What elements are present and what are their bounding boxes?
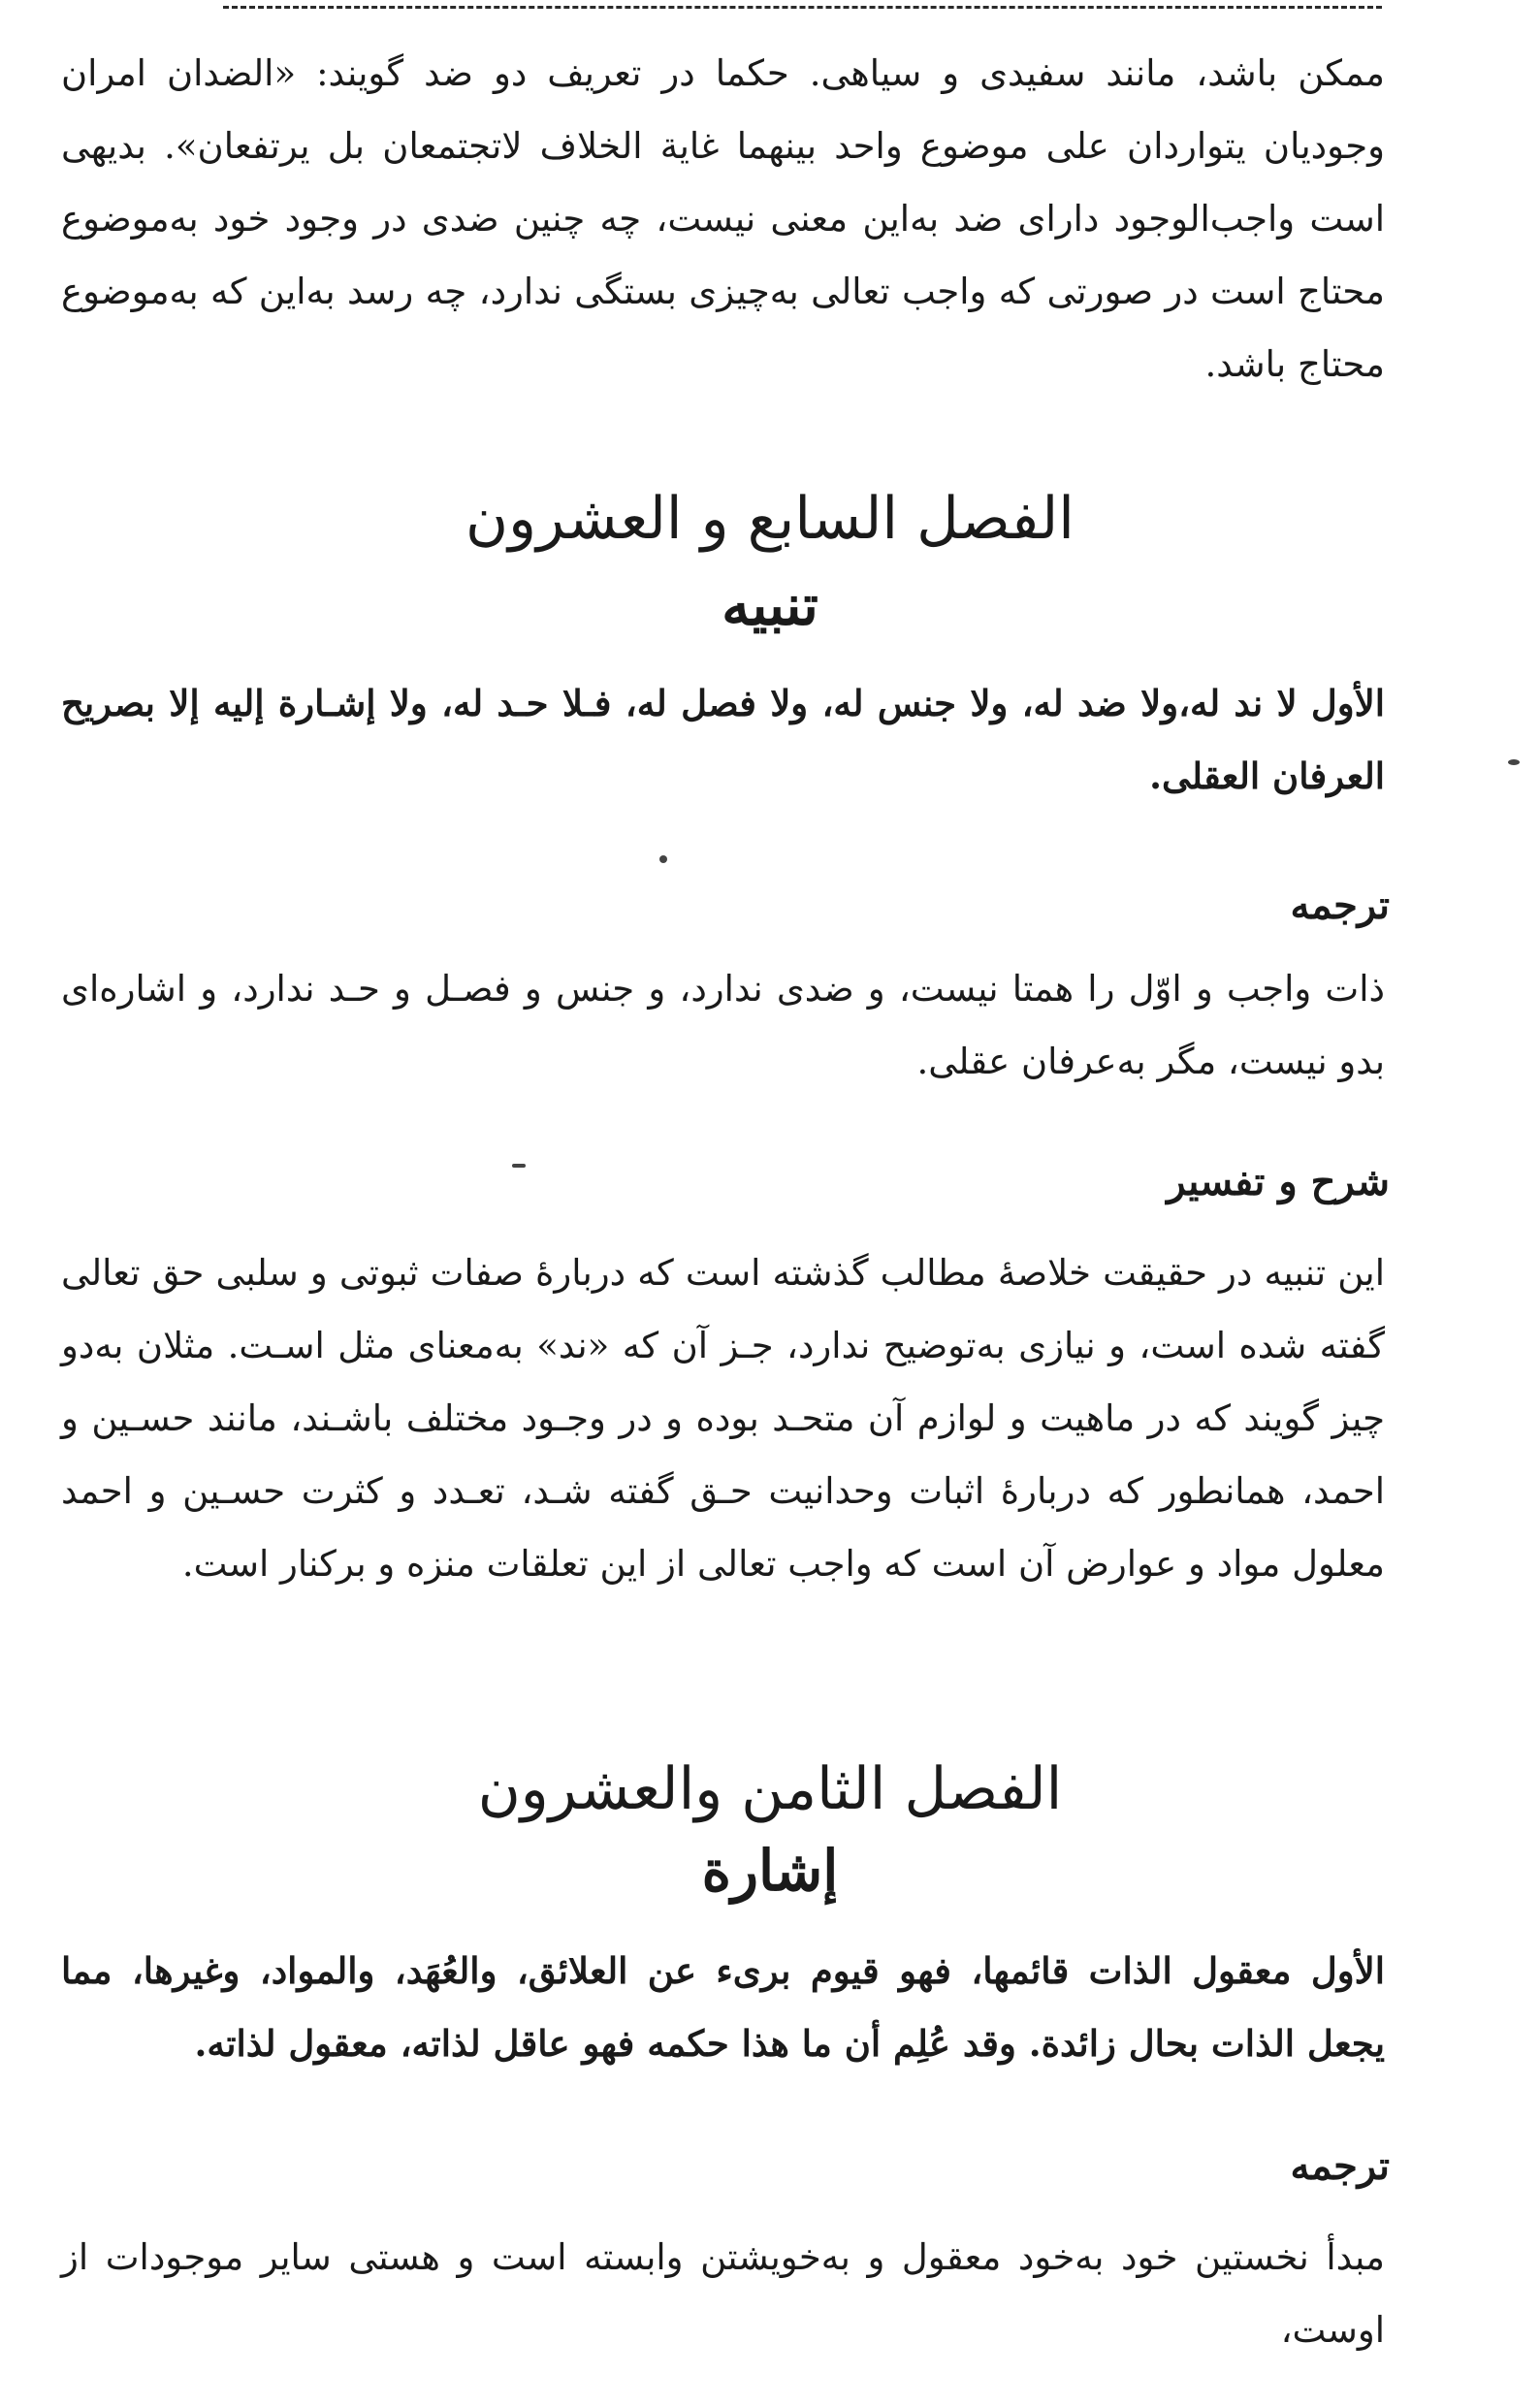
section2-translation-heading: ترجمه [1290, 2143, 1390, 2189]
top-paragraph: ممکن باشد، مانند سفیدی و سیاهی. حکما در تعریف دو ضد گویند: «الضدان امران وجودیان یتواردان علی موضوع واحد بینهما غایة الخلاف لاتجتمعان بل یرتفعان». بدیهی است واجب‌الوجود دارای ضد به‌این معنی نیست، چه چنین ضدی در وجود خود به‌موضوع محتاج است در صورتی که واجب تعالی به‌چیزی بستگی ندارد، چه رسد به‌این که به‌موضوع محتاج باشد. [61, 52, 1385, 385]
section2-arabic-text: الأول معقول الذات قائمها، فهو قیوم بریء عن العلائق، والعُهَد، والمواد، وغیرها، مما یجعل الذات بحال زائدة. وقد عُلِم أن ما هذا حکمه فهو عاقل لذاته، معقول لذاته. [61, 1949, 1385, 2065]
section1-title: الفصل السابع و العشرون [465, 485, 1075, 553]
section1-translation-heading: ترجمه [1290, 883, 1390, 928]
section1-translation: ذات واجب و اوّل را همتا نیست، و ضدی ندارد، و جنس و فصـل و حـد ندارد، و اشاره‌ای بدو نیست، مگر به‌عرفان عقلی. [61, 968, 1385, 1082]
section2-subtitle: إشارة [701, 1838, 839, 1904]
scan-speck [512, 1164, 526, 1168]
section1-arabic-text: الأول لا ند له،ولا ضد له، ولا جنس له، ولا فصل له، فـلا حـد له، ولا إشـارة إلیه إلا بصریح العرفان العقلی. [61, 682, 1385, 797]
section2-translation: مبدأ نخستین خود به‌خود معقول و به‌خویشتن وابسته است و هستی سایر موجودات از اوست، [61, 2236, 1385, 2351]
section1-subtitle: تنبیه [722, 572, 818, 638]
top-rule [223, 6, 1382, 9]
scan-speck [1508, 759, 1520, 765]
scan-speck [659, 855, 667, 863]
section1-commentary-heading: شرح و تفسیر [1167, 1159, 1390, 1204]
section1-commentary: این تنبیه در حقیقت خلاصهٔ مطالب گذشته است که دربارهٔ صفات ثبوتی و سلبی حق تعالی گفته شده است، و نیازی به‌توضیح ندارد، جـز آن که «ند» به‌معنای مثل اسـت. مثلان به‌دو چیز گویند که در ماهیت و لوازم آن متحـد بوده و در وجـود مختلف باشـند، مانند حسـین و احمد، همانطور که دربارهٔ اثبات وحدانیت حـق گفته شـد، تعـدد و کثرت حسـین و احمد معلول مواد و عوارض آن است که واجب تعالی از این تعلقات منزه و برکنار است. [61, 1252, 1385, 1585]
section2-title: الفصل الثامن والعشرون [477, 1755, 1063, 1823]
